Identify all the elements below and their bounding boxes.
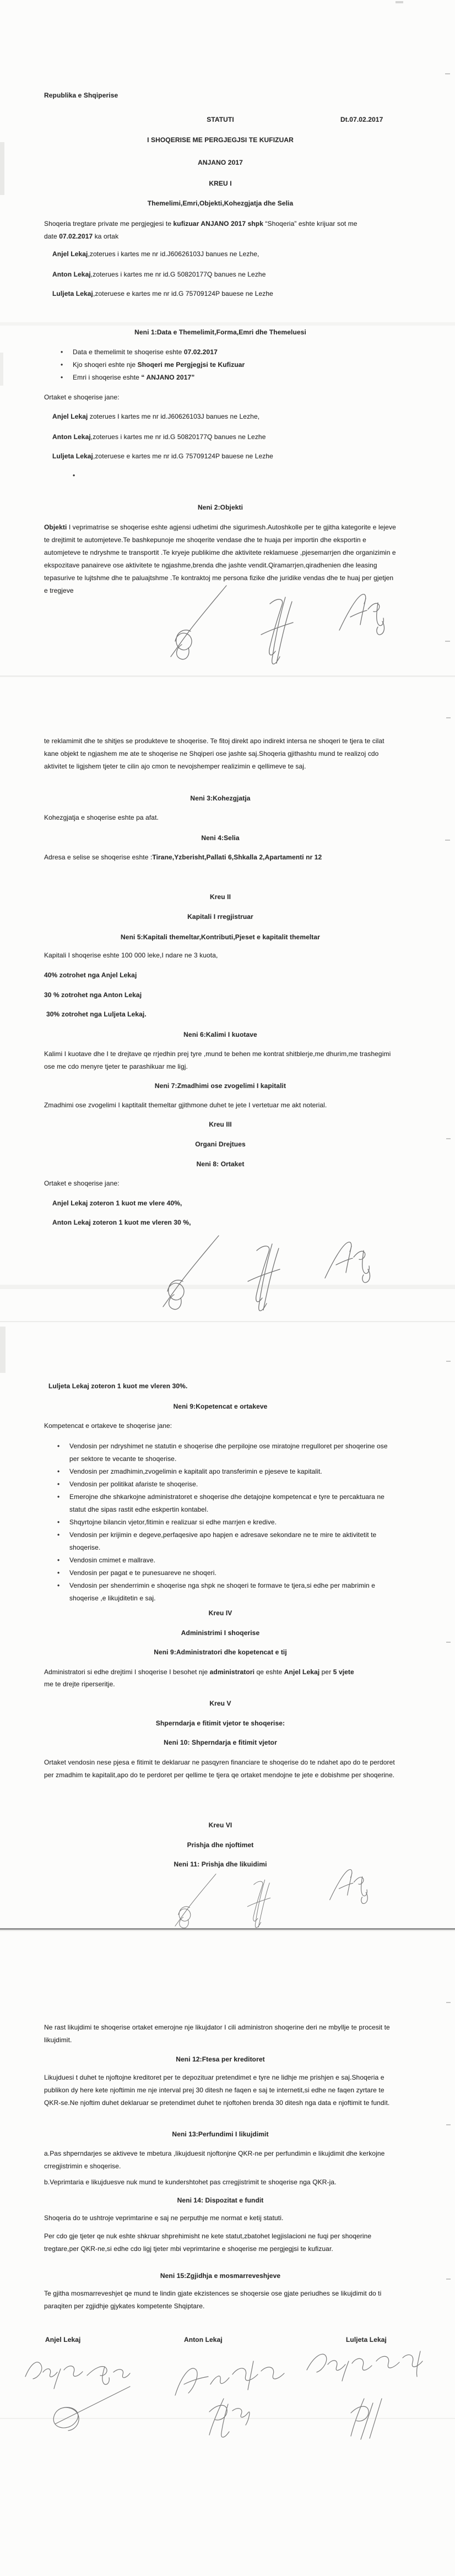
competence-item	[57, 1465, 392, 1478]
signatory-name: Anjel Lekaj	[45, 2336, 81, 2344]
admin-seg: qe eshte	[256, 1668, 284, 1676]
chapter-2-title: Kreu II	[209, 893, 231, 901]
article-9-title: Neni 9:Kopetencat e ortakeve	[173, 1403, 268, 1410]
signature-anjel-lekaj	[150, 1233, 221, 1316]
partner-details: zoterues I kartes me nr id.J60626103J banues ne Lezhe,	[88, 413, 260, 420]
intro2-pre: date	[44, 232, 59, 240]
article-11-body: Ne rast likujdimi te shoqerise ortaket emerojne nje likujdator I cili administron shoqerine deri ne mbyllje te procesit te likujdimit.	[44, 2023, 390, 2044]
competence-text: Shqyrtojne bilancin vjetor,fitimin e realizuar si edhe marrjen e kredive.	[69, 1518, 277, 1526]
founder-line	[52, 288, 397, 300]
signature-luljeta-lekaj	[322, 1866, 377, 1911]
article-2-text: I veprimatrise se shoqerise eshte agjensi udhetimi dhe sigurimesh.Autoshkolle per te gjitha kategorite e lejeve te drejtimit te automjeteve.Te bashkepunoje me shoqerite vendase dhe te huaja per importin dhe eksportin e automjeteve te ndryshme te transportit .Te kryeje publikime dhe aktivitete reklamuese ,pjesemarrjen dhe organizimin e ekspozitave panaireve ose aktivitete te ngjashme,brenda dhe jashte vendit.Qiramarrjen,qiradhenien dhe leasing tepasurive te lujtshme dhe te paluajtshme .Te kontraktoj me persona fizike dhe juridike vendas dhe te huaj per gjetjen e tregjeve	[44, 523, 396, 594]
signature-luljeta-lekaj	[321, 1238, 376, 1291]
admin-role: administratori	[209, 1668, 257, 1676]
page-boundary	[0, 1930, 455, 1931]
holder-line: Anjel Lekaj zoteron 1 kuot me vlere 40%,	[52, 1199, 182, 1207]
article-12-body: Likujduesi t duhet te njoftojne kreditoret per te depozituar pretendimet e tyre ne lidhje me prishjen e saj.Shoqeria e publikon dy here kete njoftimin me nje interval prej 30 ditesh ne faqen e saj te internetit,si edhe ne faqen zyrtare te QKR-se.Ne njoftim duhet deklaruar se pretendimet duhet te njoftohen brenda 30 ditesh nga data e njoftimit te fundit.	[44, 2074, 390, 2107]
article-13-point-b: b.Veprimtaria e likujduesve nuk mund te kundershtohet pas crregjistrimit te shoqerise nga QKR-ja.	[44, 2178, 337, 2186]
admin-name: Anjel Lekaj	[284, 1668, 322, 1676]
bullet-pre: Data e themelimit te shoqerise eshte	[73, 348, 184, 356]
bullet-item	[61, 359, 392, 371]
article-15-body: Te gjitha mosmarreveshjet qe mund te lindin gjate ekzistences se shoqersie ose gjate periudhes se likujdimit do ti paraqiten per zgjidhje gjykates kompetente Shqiptare.	[44, 2290, 382, 2310]
signature-anton-lekaj	[236, 1241, 288, 1318]
scan-speck	[446, 2279, 451, 2280]
article-10-title: Neni 10: Shperndarja e fitimit vjetor	[164, 1739, 277, 1746]
chapter-6-title: Kreu VI	[208, 1821, 232, 1829]
competence-item	[57, 1567, 392, 1579]
page-boundary	[0, 675, 455, 677]
bullet-dot: •	[61, 374, 63, 381]
article-3-body: Kohezgjatja e shoqerise eshte pa afat.	[44, 814, 159, 821]
article-14-body-1: Shoqeria do te ushtroje veprimtarine e saj ne perputhje me normat e ketij statuti.	[44, 2214, 284, 2222]
competence-item	[57, 1491, 392, 1516]
partner-name: Anton Lekaj	[52, 433, 91, 441]
page-boundary	[0, 1321, 455, 1322]
scan-speck	[396, 1, 403, 3]
statute-date: Dt.07.02.2017	[340, 116, 383, 123]
competence-text: Vendosin per zmadhimin,zvogelimin e kapitalit apo transferimin e pjeseve te kapitalit.	[69, 1468, 322, 1475]
bullet-dot: •	[57, 1493, 60, 1501]
bullet-bold: Shoqeri me Pergjegjsi te Kufizuar	[137, 361, 245, 369]
competence-item	[57, 1440, 392, 1465]
article-6-title: Neni 6:Kalimi I kuotave	[183, 1031, 257, 1038]
administrator-clause	[44, 1666, 397, 1679]
article-4-title: Neni 4:Selia	[201, 834, 240, 842]
article-5-title: Neni 5:Kapitali themeltar,Kontributi,Pjeset e kapitalit themeltar	[121, 933, 320, 941]
competence-text: Vendosin per shenderrimin e shoqerise nga shpk ne shoqeri te formave te tjera,si edhe per mabrimin e shoqerise ,e likujditetin e saj.	[69, 1582, 375, 1602]
admin-seg: per	[321, 1668, 333, 1676]
article-2-continuation: te reklamimit dhe te shitjes se produkteve te shoqerise. Te fitoj direkt apo indirekt intersa ne shoqeri te tjera te cilat kane objekt te ngjashem me ate te shoqerise ne Shqiperi ose jashte saj.Shoqeria gjithashtu mund te realizoj cdo aktivitet te ligjshem tjeter te cilin ajo cmon te nevojshemper realizimin e qellimeve te saj.	[44, 737, 384, 770]
scan-speck	[446, 1642, 451, 1643]
competences-list	[57, 1440, 392, 1605]
chapter-6-subtitle: Prishja dhe njoftimet	[187, 1841, 254, 1849]
competence-text: Vendosin per pagat e te punesuareve ne shoqeri.	[69, 1569, 216, 1577]
page-boundary	[0, 1928, 455, 1930]
stray-bullet-dot: •	[73, 472, 75, 479]
article-12-title: Neni 12:Ftesa per kreditoret	[176, 2055, 265, 2063]
competence-text: Vendosin cmimet e mallrave.	[69, 1556, 156, 1564]
address-value: Tirane,Yzberisht,Pallati 6,Shkalla 2,Apartamenti nr 12	[152, 853, 322, 861]
bullet-item	[61, 371, 392, 384]
quota-line: 30% zotrohet nga Luljeta Lekaj.	[46, 1010, 147, 1018]
intro-bold: kufizuar ANJANO 2017 shpk	[173, 220, 266, 228]
signatory-name: Luljeta Lekaj	[346, 2336, 387, 2344]
statute-title: STATUTI	[207, 116, 234, 123]
competence-item	[57, 1579, 392, 1605]
bullet-dot: •	[57, 1518, 60, 1526]
founder-details: ,zoterues i kartes me nr id.J60626103J banues ne Lezhe,	[88, 250, 259, 258]
article-13-title: Neni 13:Perfundimi I likujdimit	[172, 2130, 269, 2138]
founder-details: ,zoteruese e kartes me nr id.G 75709124P bauese ne Lezhe	[93, 290, 273, 297]
bullet-dot: •	[61, 361, 63, 369]
article-2-lead: Objekti	[44, 523, 69, 531]
chapter-2-subtitle: Kapitali I rregjistruar	[187, 913, 253, 921]
bullet-dot: •	[57, 1480, 60, 1488]
bullet-pre: Emri i shoqerise eshte	[73, 374, 142, 381]
competence-item	[57, 1529, 392, 1554]
bullet-dot: •	[57, 1569, 60, 1577]
founder-details: ,zoterues i kartes me nr id.G 50820177Q banues ne Lezhe	[90, 270, 266, 278]
chapter-1-title: KREU I	[209, 180, 232, 187]
administrator-clause-2: me te drejte riperseritje.	[44, 1680, 115, 1688]
bullet-item	[61, 346, 392, 359]
bullet-pre: Kjo shoqeri eshte nje	[73, 361, 138, 369]
article-6-body: Kalimi I kuotave dhe I te drejtave qe rrjedhin prej tyre ,mund te behen me kontrat shitblerje,me dhurim,me trashegimi ose me cdo menyre tjeter te parashikuar me ligj.	[44, 1050, 391, 1070]
chapter-5-title: Kreu V	[209, 1700, 231, 1707]
founder-name: Anton Lekaj	[52, 270, 91, 278]
scan-edge-shade	[0, 353, 3, 386]
article-7-title: Neni 7:Zmadhimi ose zvogelimi I kapitalit	[154, 1082, 286, 1090]
article-14-body-2: Per cdo gje tjeter qe nuk eshte shkruar shprehimisht ne kete statut,zbatohet legjislacioni ne fuqi per shoqerine tregtare,per QKR-ne,si edhe cdo ligj tjeter mbi veprimtarine e shoqerise me pergjegjsi te kufizuar.	[44, 2232, 372, 2253]
article-2-title: Neni 2:Objekti	[197, 504, 243, 511]
article-14-title: Neni 14: Dispozitat e fundit	[177, 2196, 264, 2204]
intro2-bold: 07.02.2017	[59, 232, 93, 240]
holder-line: Luljeta Lekaj zoteron 1 kuot me vleren 30%.	[48, 1382, 188, 1390]
competence-item	[57, 1554, 392, 1567]
quota-line: 30 % zotrohet nga Anton Lekaj	[44, 991, 142, 999]
bullet-dot: •	[57, 1468, 60, 1475]
intro-line-2	[44, 230, 397, 243]
article-13-point-a: a.Pas shperndarjes se aktiveve te mbetura ,likujduesit njoftonjne QKR-ne per perfundimin e likujdimit dhe kerkojne crregjistrimin e shoqerise.	[44, 2150, 385, 2170]
signature-anjel-lekaj	[158, 583, 229, 665]
bullet-bold: 07.02.2017	[183, 348, 218, 356]
scan-speck	[445, 73, 450, 74]
founder-name: Luljeta Lekaj	[52, 290, 93, 297]
chapter-4-title: Kreu IV	[208, 1609, 232, 1617]
intro-pre: Shoqeria tregtare private me pergjegjesi te	[44, 220, 174, 228]
signature-anton-lekaj	[231, 1877, 284, 1933]
scan-speck	[446, 1361, 451, 1362]
partner-name: Anjel Lekaj	[52, 413, 88, 420]
founder-line	[52, 248, 397, 261]
article-5-body: Kapitali I shoqerise eshte 100 000 leke,I ndare ne 3 kuota,	[44, 951, 218, 959]
article-4-body	[44, 851, 397, 864]
founder-name: Anjel Lekaj	[52, 250, 88, 258]
bullet-dot: •	[57, 1582, 60, 1589]
scan-speck	[446, 2124, 451, 2125]
handwritten-signature-luljeta-lekaj	[300, 2346, 432, 2445]
competence-text: Vendosin per krijimin e degeve,perfaqesive apo hapjen e adresave sekondare ne te mire te aktivitetit te shoqerise.	[69, 1531, 377, 1551]
scan-edge-shade	[0, 142, 4, 195]
chapter-1-subtitle: Themelimi,Emri,Objekti,Kohezgjatja dhe Selia	[147, 199, 294, 207]
bullet-dot: •	[57, 1556, 60, 1564]
partner-details: ,zoteruese e kartes me nr id.G 75709124P bauese ne Lezhe	[93, 452, 273, 460]
signature-anton-lekaj	[249, 594, 301, 671]
scan-crease	[0, 1285, 455, 1289]
quota-line: 40% zotrohet nga Anjel Lekaj	[44, 971, 137, 979]
address-label: Adresa e selise se shoqerise eshte :	[44, 853, 153, 861]
article-3-title: Neni 3:Kohezgjatja	[190, 794, 251, 802]
signature-luljeta-lekaj	[335, 591, 390, 643]
bullet-dot: •	[57, 1531, 60, 1539]
signature-anjel-lekaj	[156, 1872, 228, 1933]
competence-item	[57, 1478, 392, 1491]
admin-term: 5 vjete	[333, 1668, 354, 1676]
scan-edge-shade	[0, 1327, 6, 1373]
chapter-5-subtitle: Shperndarja e fitimit vjetor te shoqerise:	[155, 1719, 285, 1727]
scan-speck	[446, 1138, 451, 1139]
scan-speck	[445, 641, 450, 642]
intro2-post: ka ortak	[93, 232, 119, 240]
article-8-title: Neni 8: Ortaket	[196, 1160, 245, 1168]
statute-subtitle: I SHOQERISE ME PERGJEGJSI TE KUFIZUAR	[147, 136, 294, 144]
handwritten-signature-anton-lekaj	[171, 2351, 292, 2445]
company-name: ANJANO 2017	[198, 159, 243, 166]
article-1-bullet-list	[61, 346, 392, 384]
competence-text: Vendosin per ndryshimet ne statutin e shoqerise dhe perpilojne ose miratojne rregulloret per shoqerine ose per sektore te vecante te shoqerise.	[69, 1442, 388, 1463]
admin-seg: Administratori si edhe drejtimi I shoqerise I besohet nje	[44, 1668, 210, 1676]
competence-item	[57, 1516, 392, 1529]
partner-line	[52, 431, 397, 443]
scan-speck	[446, 717, 451, 718]
partner-line	[52, 450, 397, 463]
partner-line	[52, 410, 397, 423]
article-10-body: Ortaket vendosin nese pjesa e fitimit te deklaruar ne pasqyren financiare te shoqerise do te ndahet apo do te perdoret per zmadhim te kapitalit,apo do te perdoret per qellime te tjera qe ortaket mendojne te jete e dobishme per shoqerine.	[44, 1758, 395, 1779]
partners-label: Ortaket e shoqerise jane:	[44, 1179, 120, 1187]
competence-text: Vendosin per politikat afariste te shoqerise.	[69, 1480, 198, 1488]
handwritten-signature-anjel-lekaj	[22, 2353, 149, 2447]
article-7-body: Zmadhimi ose zvogelimi I kaptitalit themeltar gjithmone duhet te jete I vertetuar me akt noterial.	[44, 1101, 327, 1109]
chapter-3-subtitle: Organi Drejtues	[195, 1140, 246, 1148]
article-9b-title: Neni 9:Administratori dhe kopetencat e tij	[154, 1648, 287, 1656]
holder-line: Anton Lekaj zoteron 1 kuot me vleren 30 %,	[52, 1219, 191, 1226]
article-15-title: Neni 15:Zgjidhja e mosmarreveshjeve	[160, 2272, 281, 2280]
scan-speck	[446, 2002, 451, 2003]
bullet-dot: •	[61, 348, 63, 356]
article-11-title: Neni 11: Prishja dhe likuidimi	[174, 1860, 267, 1868]
signatory-name: Anton Lekaj	[184, 2336, 223, 2344]
republic-header: Republika e Shqiperise	[44, 91, 118, 99]
intro-line-1	[44, 218, 397, 230]
partner-name: Luljeta Lekaj	[52, 452, 93, 460]
chapter-4-subtitle: Administrimi I shoqerise	[181, 1629, 260, 1637]
chapter-3-title: Kreu III	[209, 1121, 232, 1128]
intro-post: “Shoqeria” eshte krijuar sot me	[265, 220, 358, 228]
partners-label: Ortaket e shoqerise jane:	[44, 393, 120, 401]
competence-text: Emerojne dhe shkarkojne administratoret e shoqerise dhe detajojne kompetencat e tyre te percaktuara ne statut dhe sipas rastit edhe eskpertin kontabel.	[69, 1493, 384, 1513]
article-1-title: Neni 1:Data e Themelimit,Forma,Emri dhe Themeluesi	[134, 328, 306, 336]
bullet-dot: •	[57, 1442, 60, 1450]
bullet-bold: “ ANJANO 2017”	[141, 374, 195, 381]
partner-details: ,zoterues i kartes me nr id.G 50820177Q banues ne Lezhe	[90, 433, 266, 441]
founder-line	[52, 268, 397, 281]
competences-label: Kompetencat e ortakeve te shoqerise jane:	[44, 1422, 172, 1430]
scan-speck	[445, 840, 450, 841]
scan-crease	[0, 322, 455, 326]
